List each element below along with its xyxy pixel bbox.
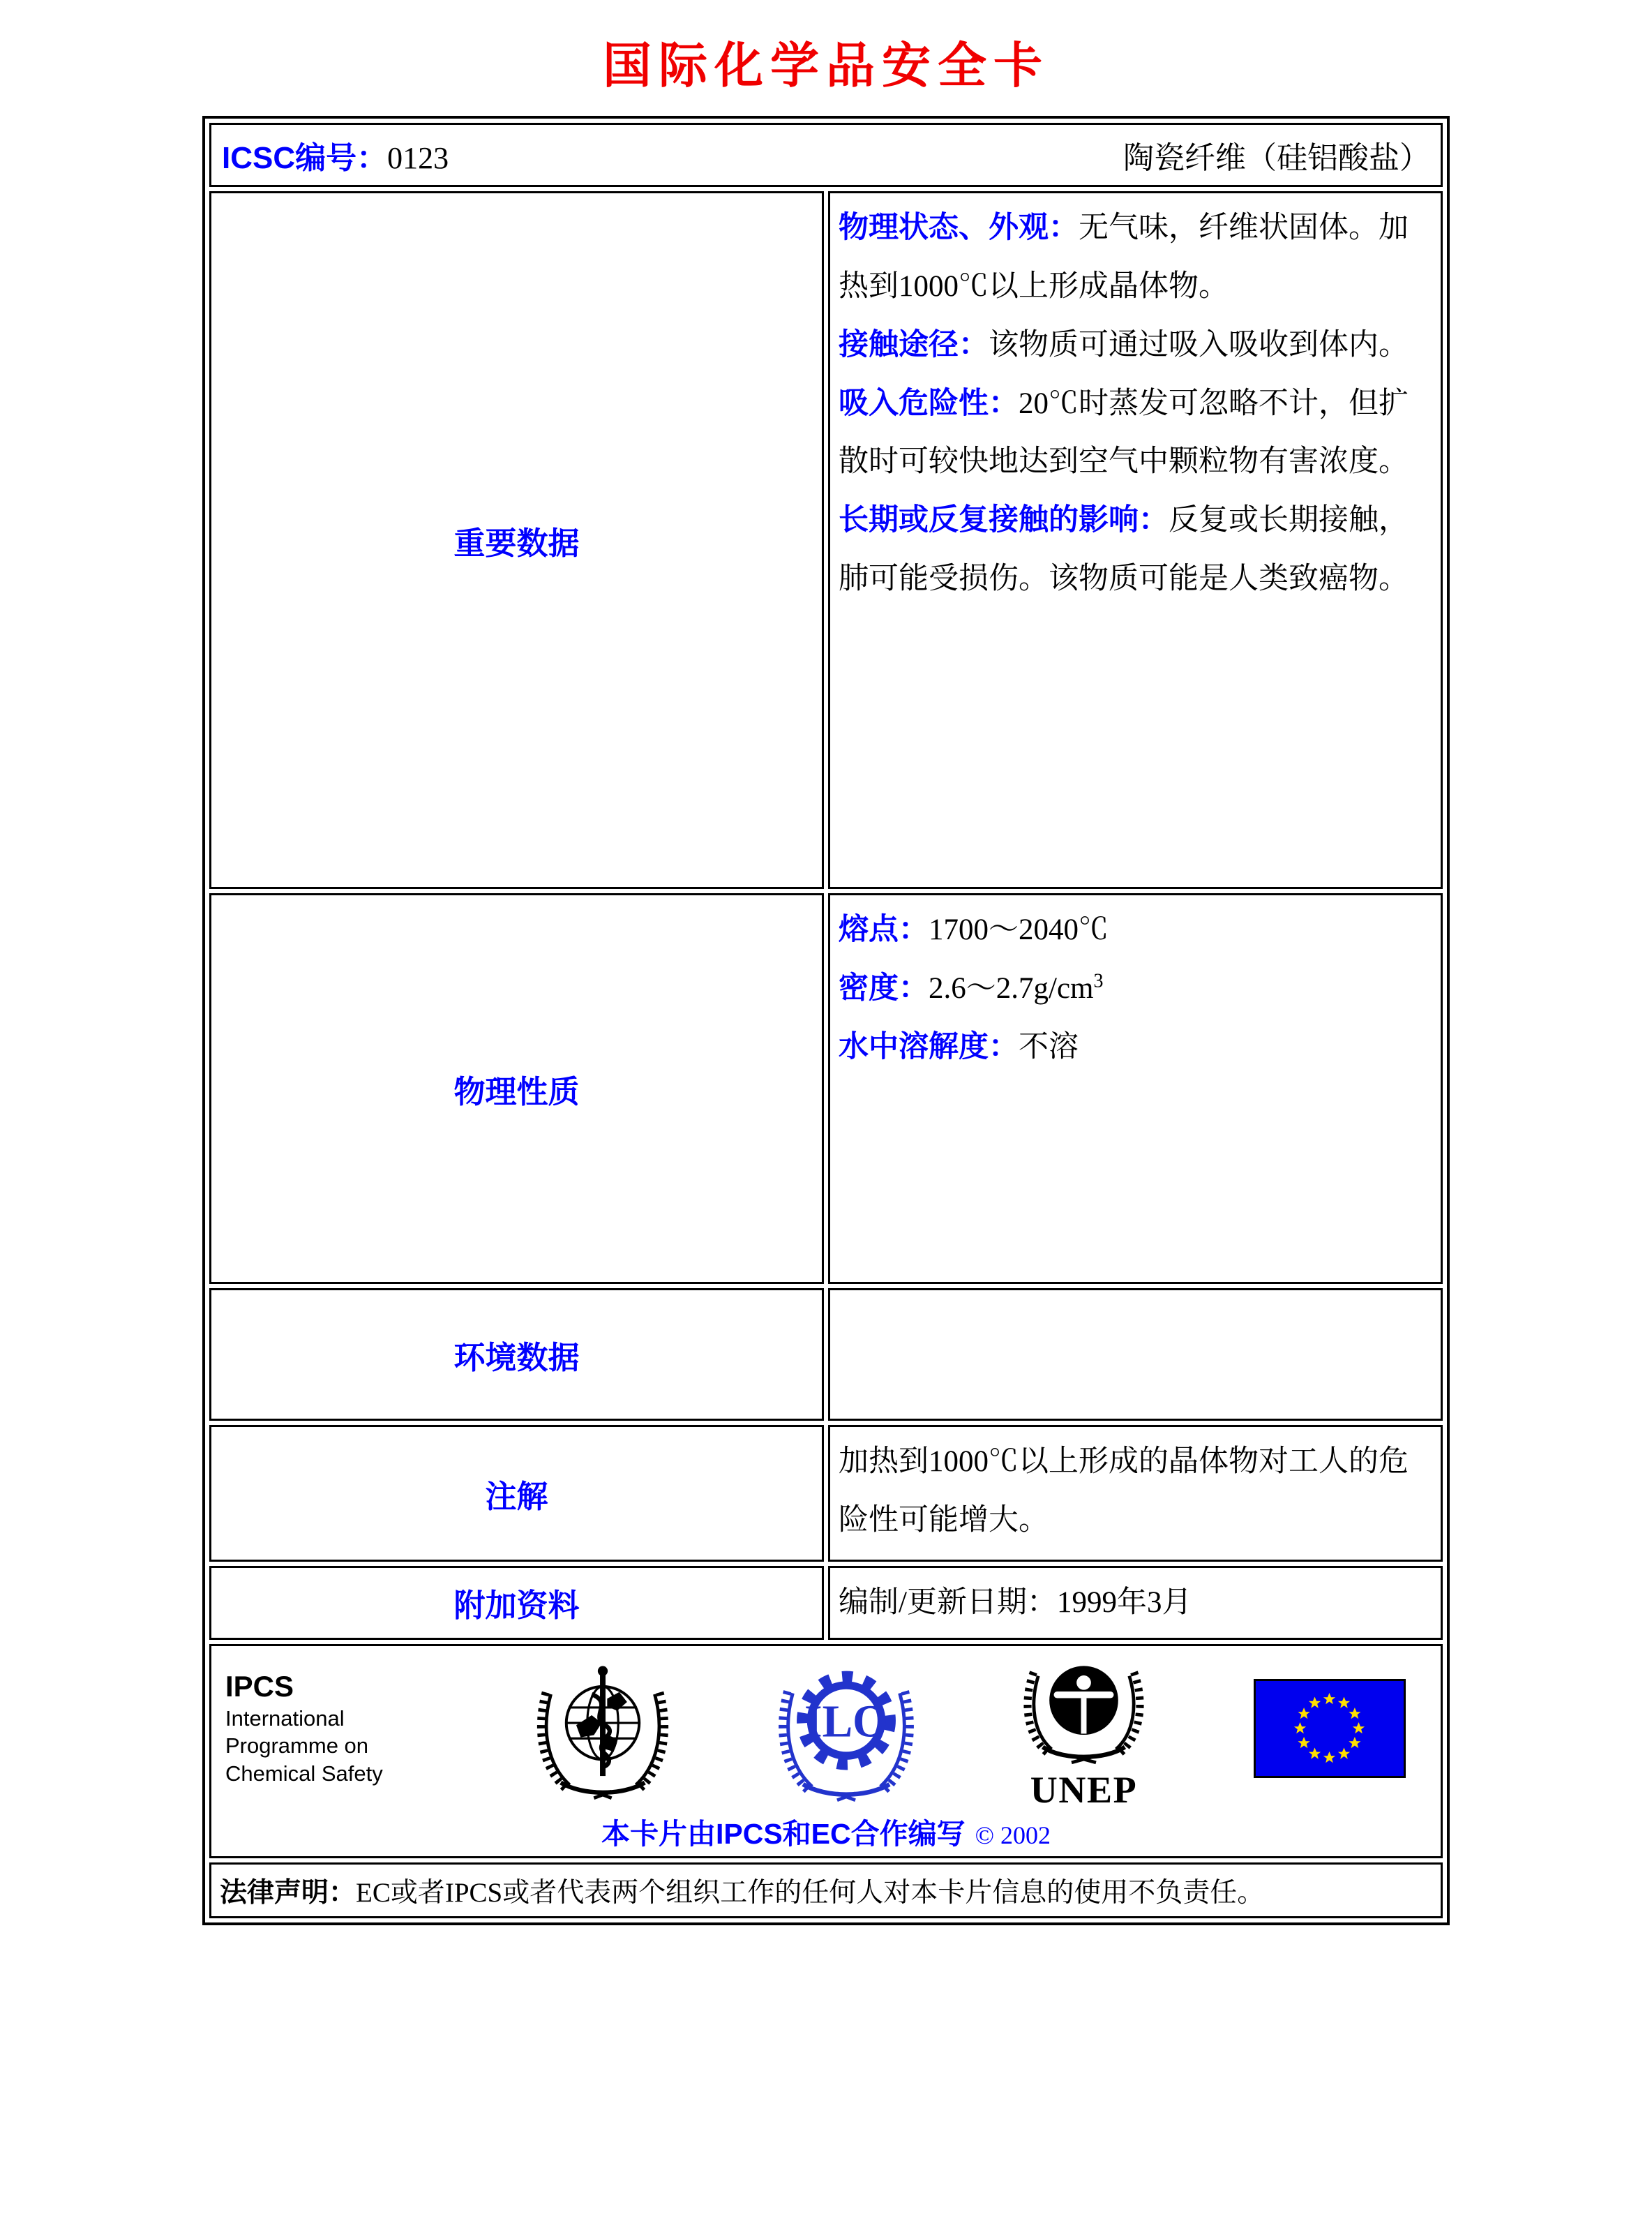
physical-density: 密度：$2.6\sim 2.7g/cm^3$ <box>839 970 1104 1005</box>
section-content-important-data <box>828 191 1443 889</box>
who-logo-icon <box>536 1657 669 1800</box>
icsc-number-group <box>222 133 449 177</box>
section-content-notes: 加热到1000℃以上形成的晶体物对工人的危险性可能增大。 <box>828 1425 1443 1562</box>
icsc-number-label: ICSC编号： <box>222 141 388 175</box>
page-title: 国际化学品安全卡 <box>603 38 1049 93</box>
important-entry-appearance: 物理状态、外观：无气味，纤维状固体。加热到1000℃以上形成晶体物。 <box>839 211 1409 303</box>
physical-water-solubility: 水中溶解度：不溶 <box>839 1029 1079 1063</box>
section-label-physical-properties: 物理性质 <box>209 893 824 1284</box>
section-label-additional-info: 附加资料 <box>209 1566 824 1640</box>
legal-statement-text: EC或者IPCS或者代表两个组织工作的任何人对本卡片信息的使用不负责任。 <box>356 1877 1265 1908</box>
organizations-footer <box>209 1644 1443 1858</box>
section-label-environmental-data: 环境数据 <box>209 1288 824 1421</box>
important-entry-inhalation-risk: 吸入危险性：20℃时蒸发可忽略不计，但扩散时可较快地达到空气中颗粒物有害浓度。 <box>839 386 1409 479</box>
important-entry-long-term-effects: 长期或反复接触的影响：反复或长期接触，肺可能受损伤。该物质可能是人类致癌物。 <box>839 503 1409 596</box>
icsc-table <box>202 116 1450 1925</box>
section-label-notes: 注解 <box>209 1425 824 1562</box>
credit-line <box>225 1811 1427 1852</box>
chemical-name: 陶瓷纤维（硅铝酸盐） <box>1123 141 1430 175</box>
unep-logo-icon <box>1023 1643 1145 1814</box>
copyright-text: © 2002 <box>975 1821 1051 1849</box>
section-content-environmental-data <box>828 1288 1443 1421</box>
icsc-number-value: 0123 <box>387 141 449 175</box>
credit-text: 本卡片由IPCS和EC合作编写 <box>601 1817 966 1850</box>
section-content-additional-info: 编制/更新日期：1999年3月 <box>828 1566 1443 1640</box>
ipcs-text-block: IPCS International Programme on Chemical Safety <box>225 1669 428 1787</box>
header-row <box>209 123 1443 187</box>
eu-flag-icon <box>1254 1679 1406 1778</box>
section-label-important-data: 重要数据 <box>209 191 824 889</box>
svg-text:ILO: ILO <box>804 1696 888 1747</box>
legal-statement-label: 法律声明： <box>220 1877 356 1908</box>
svg-text:UNEP: UNEP <box>1030 1769 1138 1812</box>
density-superscript: 3 <box>1093 970 1104 992</box>
physical-melting-point: 熔点：1700～2040℃ <box>839 913 1109 946</box>
legal-statement <box>209 1862 1443 1918</box>
important-entry-exposure-routes: 接触途径：该物质可通过吸入吸收到体内。 <box>839 327 1409 361</box>
ilo-logo-icon <box>778 1655 915 1802</box>
section-content-physical-properties <box>828 893 1443 1284</box>
ipcs-acronym: IPCS <box>225 1670 294 1703</box>
